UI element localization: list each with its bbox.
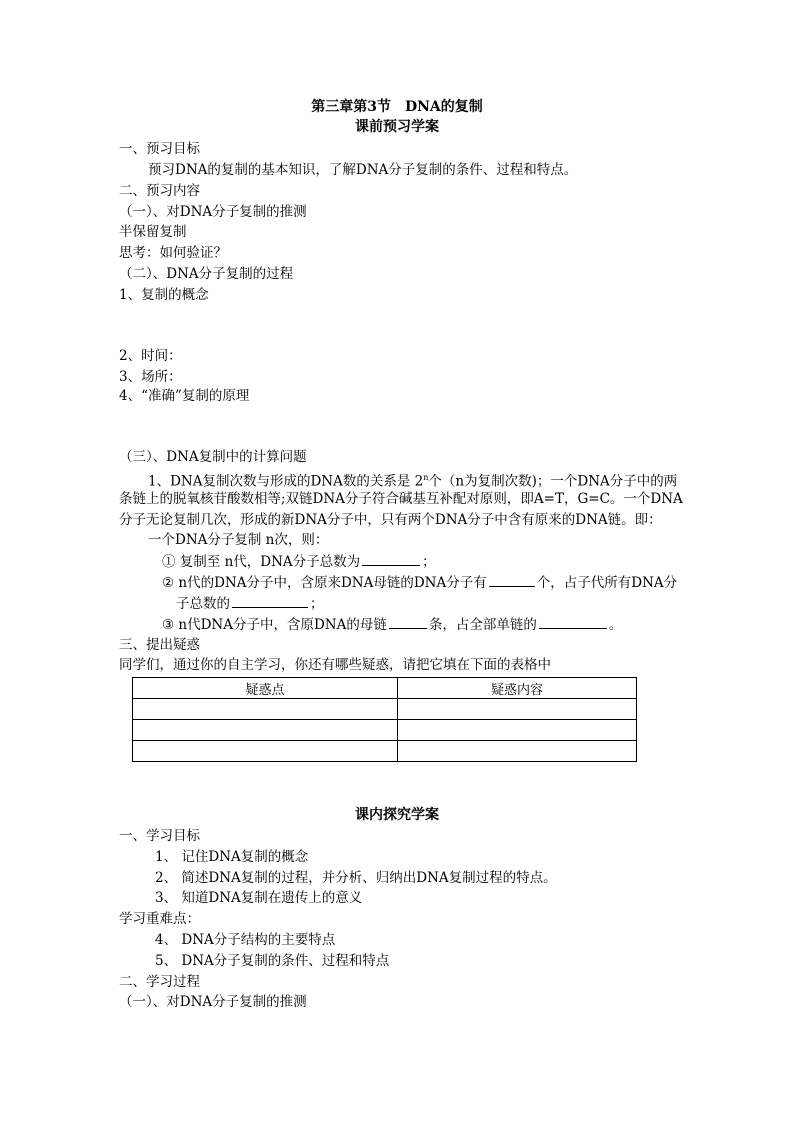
subheading-calculation: （三）、DNA复制中的计算问题 — [119, 449, 307, 465]
table-header-row — [133, 678, 637, 699]
question-1 — [162, 551, 436, 572]
question-3 — [162, 614, 622, 635]
table-header-doubt-content: 疑惑内容 — [398, 678, 637, 699]
heading-doubts: 三、提出疑惑 — [119, 637, 200, 653]
answer-blank-2[interactable] — [489, 572, 535, 587]
question-2-cont — [176, 593, 324, 614]
table-header-doubt-point: 疑惑点 — [133, 678, 398, 699]
calc-line-1 — [148, 468, 677, 492]
goal-3: 3、 知道DNA复制在遗传上的意义 — [155, 890, 363, 906]
doubts-table — [132, 677, 637, 762]
heading-preview-goal: 一、预习目标 — [119, 141, 200, 157]
heading-preview-content: 二、预习内容 — [119, 183, 200, 199]
subheading-speculation-2: （一）、对DNA分子复制的推测 — [119, 994, 307, 1010]
table-cell[interactable] — [133, 720, 398, 741]
question-2-text-b: 个，占子代所有DNA分 — [536, 575, 678, 591]
key-point-5: 5、 DNA分子复制的条件、过程和特点 — [155, 953, 390, 969]
key-point-4: 4、 DNA分子结构的主要特点 — [155, 932, 336, 948]
item-place: 3、场所： — [119, 369, 182, 385]
question-2 — [162, 572, 677, 593]
table-cell[interactable] — [398, 720, 637, 741]
table-cell[interactable] — [398, 741, 637, 762]
calc-line-3: 分子无论复制几次，形成的新DNA分子中，只有两个DNA分子中含有原来的DNA链。即： — [119, 512, 662, 528]
doubts-intro: 同学们，通过你的自主学习，你还有哪些疑惑，请把它填在下面的表格中 — [119, 657, 551, 673]
calc-line-1b: 个（n为复制次数)；一个DNA分子中的两 — [428, 473, 678, 490]
question-3-end: 。 — [608, 617, 623, 633]
table-cell[interactable] — [398, 699, 637, 720]
question-3-text: ③ n代DNA分子中，含原DNA的母链 — [162, 617, 387, 633]
calc-line-4: 一个DNA分子复制 n次，则： — [148, 532, 329, 548]
section-title-inclass: 课内探究学案 — [355, 807, 439, 823]
table-row — [133, 699, 637, 720]
calc-line-1a: 1、DNA复制次数与形成的DNA数的关系是 2 — [148, 473, 424, 490]
subheading-process: （二）、DNA分子复制的过程 — [119, 266, 294, 282]
preview-goal-text: 预习DNA的复制的基本知识，了解DNA分子复制的条件、过程和特点。 — [148, 162, 578, 178]
item-concept: 1、复制的概念 — [119, 287, 209, 303]
answer-blank-5[interactable] — [539, 614, 607, 629]
table-cell[interactable] — [133, 699, 398, 720]
section-title-preview: 课前预习学案 — [355, 119, 439, 135]
heading-learning-goals: 一、学习目标 — [119, 828, 200, 844]
question-2-text-c: 子总数的 — [176, 596, 230, 612]
heading-learning-process: 二、学习过程 — [119, 974, 200, 990]
think-question: 思考：如何验证？ — [119, 245, 227, 261]
question-2-end: ； — [310, 596, 324, 612]
answer-blank-4[interactable] — [389, 614, 427, 629]
goal-2: 2、 简述DNA复制的过程，并分析、归纳出DNA复制过程的特点。 — [155, 870, 557, 886]
table-row — [133, 720, 637, 741]
answer-blank-3[interactable] — [232, 593, 308, 608]
page-title: 第三章第3节 DNA的复制 — [311, 99, 483, 115]
subheading-speculation: （一）、对DNA分子复制的推测 — [119, 204, 307, 220]
answer-blank-1[interactable] — [362, 551, 420, 566]
item-time: 2、时间： — [119, 348, 182, 364]
item-principle: 4、“准确”复制的原理 — [119, 388, 250, 404]
calc-superscript: n — [423, 473, 429, 482]
question-1-end: ； — [422, 554, 436, 570]
semi-conservative-text: 半保留复制 — [119, 224, 187, 240]
key-points-label: 学习重难点： — [119, 911, 200, 927]
question-1-text: ① 复制至 n代，DNA分子总数为 — [162, 554, 361, 570]
table-row — [133, 741, 637, 762]
calc-line-2: 条链上的脱氧核苷酸数相等;双链DNA分子符合碱基互补配对原则，即A=T，G=C。一个DNA — [119, 491, 683, 507]
goal-1: 1、 记住DNA复制的概念 — [155, 849, 309, 865]
question-2-text: ② n代的DNA分子中，含原来DNA母链的DNA分子有 — [162, 575, 487, 591]
table-cell[interactable] — [133, 741, 398, 762]
question-3-text-b: 条，占全部单链的 — [428, 617, 537, 633]
